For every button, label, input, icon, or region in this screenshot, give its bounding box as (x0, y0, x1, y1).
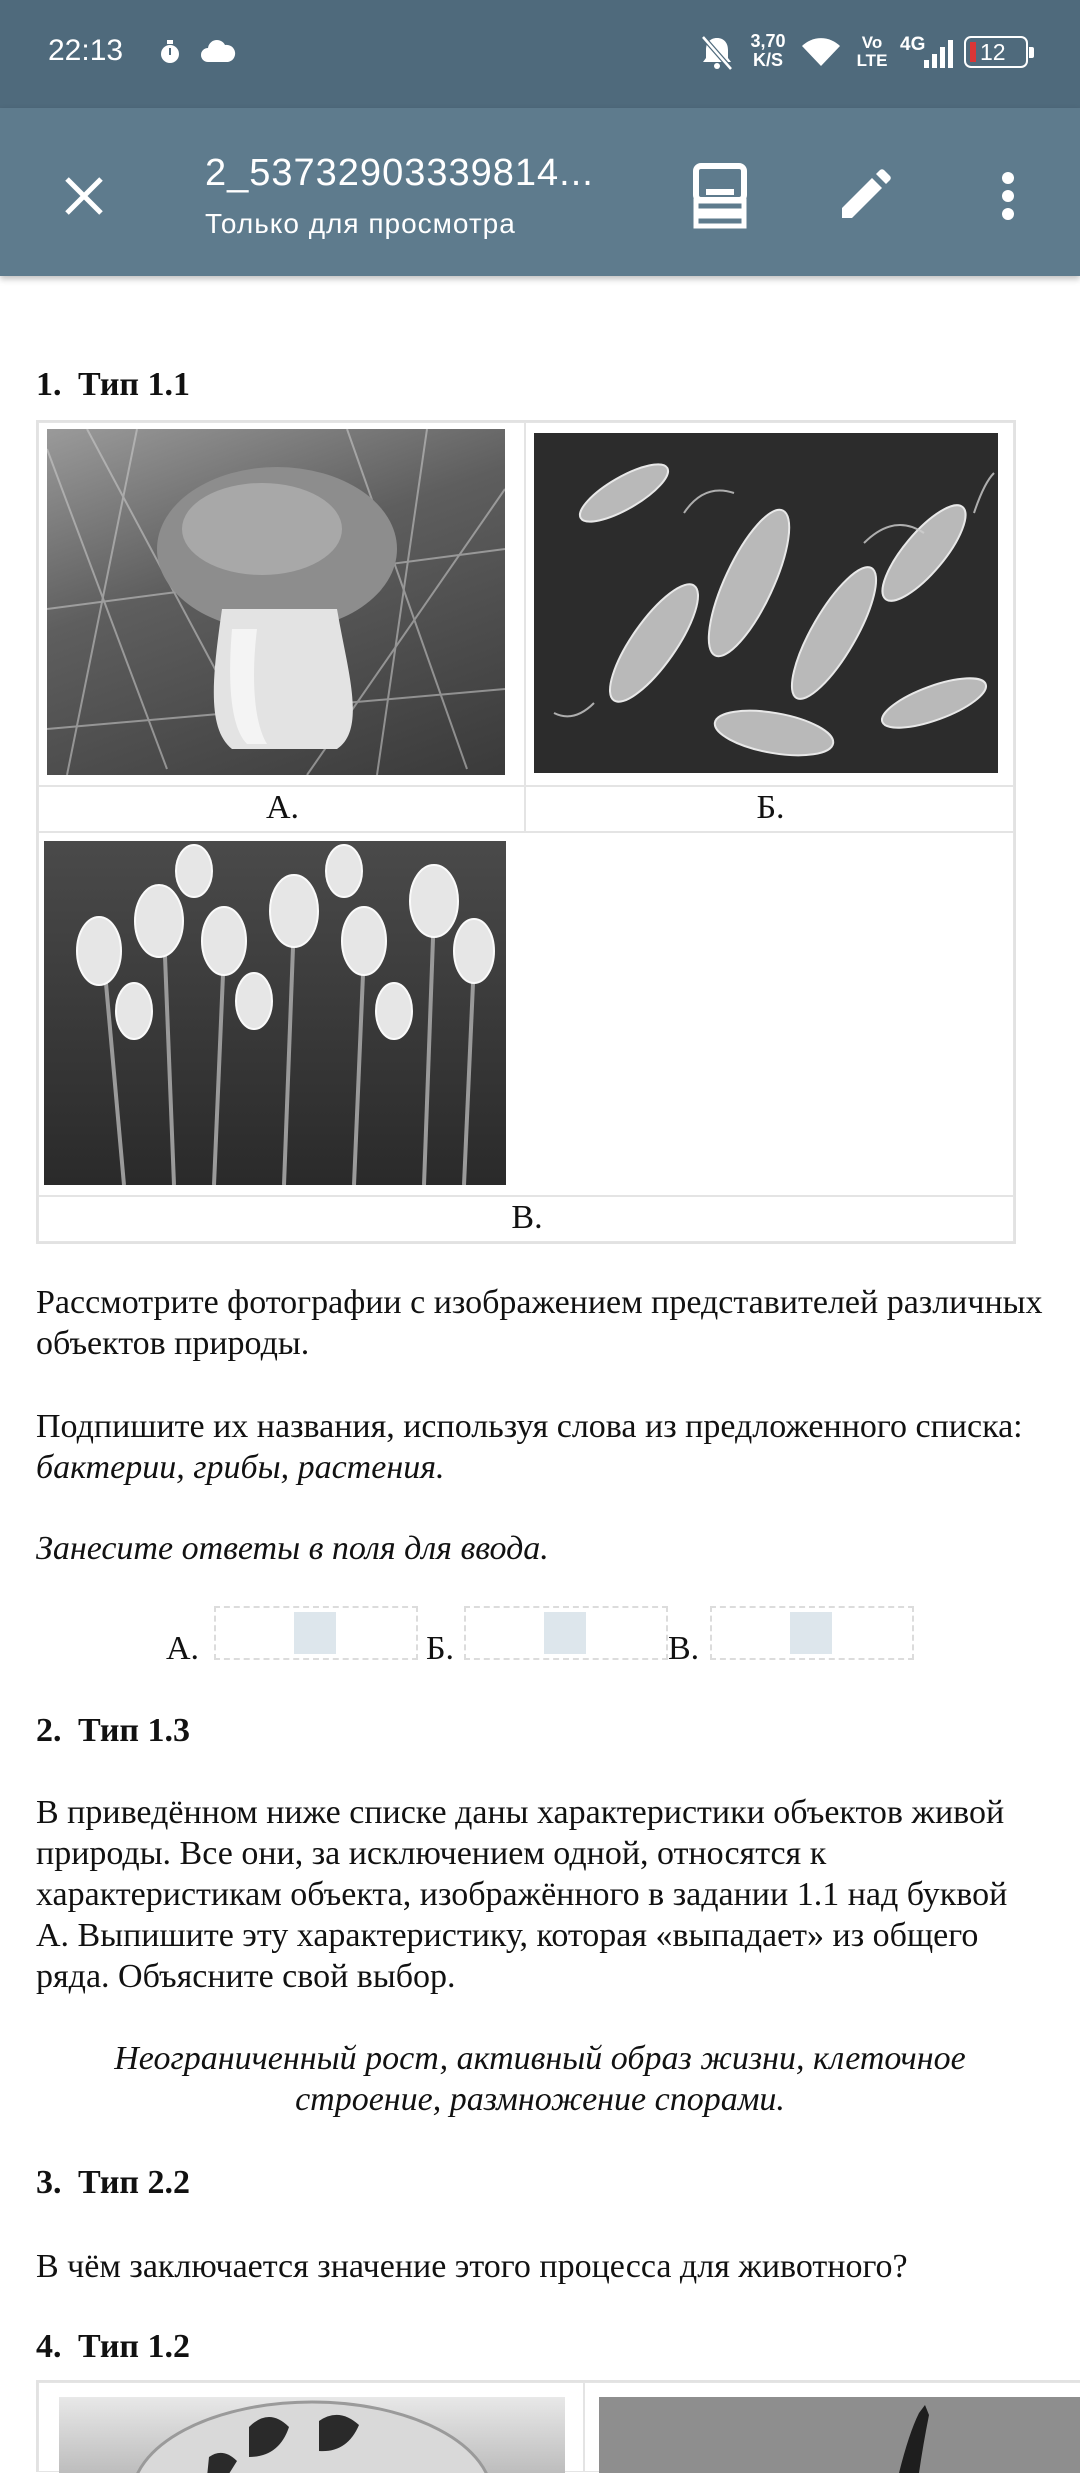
task1-p2-italic: бактерии, грибы, растения. (36, 1449, 445, 1486)
answer-input-a[interactable] (214, 1606, 418, 1660)
answer-input-b[interactable] (464, 1606, 668, 1660)
mute-bell-icon (700, 34, 734, 77)
task2-text: В приведённом ниже списке даны характеристики объектов живой природы. Все они, за исключением одной, относятся к характеристикам объекта, изображённого в задании 1.1 над буквой А. Выпишите эту характеристику, которая «выпадает» из общего ряда. Объясните свой выбор. (36, 1794, 1008, 1995)
print-icon (692, 163, 748, 229)
close-button[interactable] (40, 152, 128, 240)
task1-number: 1. (36, 366, 62, 403)
task3-title: Тип 2.2 (78, 2164, 191, 2201)
task4-image-table (36, 2380, 1080, 2472)
task2-number: 2. (36, 1712, 62, 1749)
task4-photo-2 (599, 2397, 1080, 2473)
edit-icon (836, 168, 892, 224)
status-time: 22:13 (48, 34, 124, 67)
task1-heading (36, 366, 190, 404)
close-icon (61, 173, 107, 219)
signal-icon (922, 38, 956, 75)
task2-title: Тип 1.3 (78, 1712, 191, 1749)
cell-photo-c (38, 832, 1014, 1196)
caption-b: Б. (756, 789, 785, 826)
document-subtitle: Только для просмотра (205, 208, 516, 239)
volte-indicator (854, 34, 890, 70)
cell-caption-a (38, 786, 525, 832)
cell-photo-a (38, 422, 525, 786)
task3-heading (36, 2164, 190, 2202)
timer-icon (158, 38, 182, 71)
task4-photo-1 (59, 2397, 565, 2473)
cell-photo-b (525, 422, 1014, 786)
more-options-button[interactable] (964, 152, 1052, 240)
volte-bottom: LTE (856, 51, 888, 70)
task1-image-table (36, 420, 1016, 1244)
caption-a: А. (265, 789, 300, 826)
edit-button[interactable] (820, 152, 908, 240)
net-speed (748, 32, 788, 70)
task1-paragraph-1: Рассмотрите фотографии с изображением представителей различных объектов природы. (36, 1284, 1043, 1362)
photo-mushroom (47, 429, 505, 775)
document-title: 2_53732903339814... (205, 152, 594, 194)
task1-paragraph-2 (36, 1406, 1046, 1488)
task4-number: 4. (36, 2328, 62, 2365)
net-speed-value: 3,70 (750, 31, 786, 51)
task4-heading (36, 2328, 190, 2366)
task4-cell-2 (584, 2382, 1080, 2472)
task4-cell-1 (38, 2382, 584, 2472)
task1-p2-plain: Подпишите их названия, используя слова из предложенного списка: (36, 1408, 1023, 1445)
task1-title: Тип 1.1 (78, 366, 191, 403)
cell-caption-c (38, 1196, 1014, 1242)
network-type: 4G (900, 34, 926, 55)
status-bar (0, 0, 1080, 108)
answer-label-a: А. (166, 1630, 200, 1667)
answer-label-b: Б. (426, 1630, 455, 1667)
caption-c: В. (511, 1199, 543, 1236)
more-vert-icon (1001, 171, 1015, 221)
app-bar (0, 108, 1080, 276)
volte-top: Vo (861, 33, 883, 52)
task2-quote: Неограниченный рост, активный образ жизни, клеточное строение, размножение спорами. (114, 2040, 966, 2118)
battery-icon (964, 36, 1028, 68)
print-button[interactable] (676, 152, 764, 240)
task3-number: 3. (36, 2164, 62, 2201)
cell-caption-b (525, 786, 1014, 832)
photo-flowers (44, 841, 506, 1185)
wifi-icon (800, 36, 842, 73)
task2-heading (36, 1712, 190, 1750)
photo-bacteria (534, 433, 998, 773)
task1-paragraph-3: Занесите ответы в поля для ввода. (36, 1530, 549, 1567)
task3-text: В чём заключается значение этого процесса для животного? (36, 2248, 908, 2285)
cloud-icon (200, 38, 236, 69)
battery-level: 12 (980, 39, 1006, 65)
task4-title: Тип 1.2 (78, 2328, 191, 2365)
answer-label-c: В. (668, 1630, 700, 1667)
net-speed-unit: K/S (752, 50, 783, 70)
answer-input-c[interactable] (710, 1606, 914, 1660)
